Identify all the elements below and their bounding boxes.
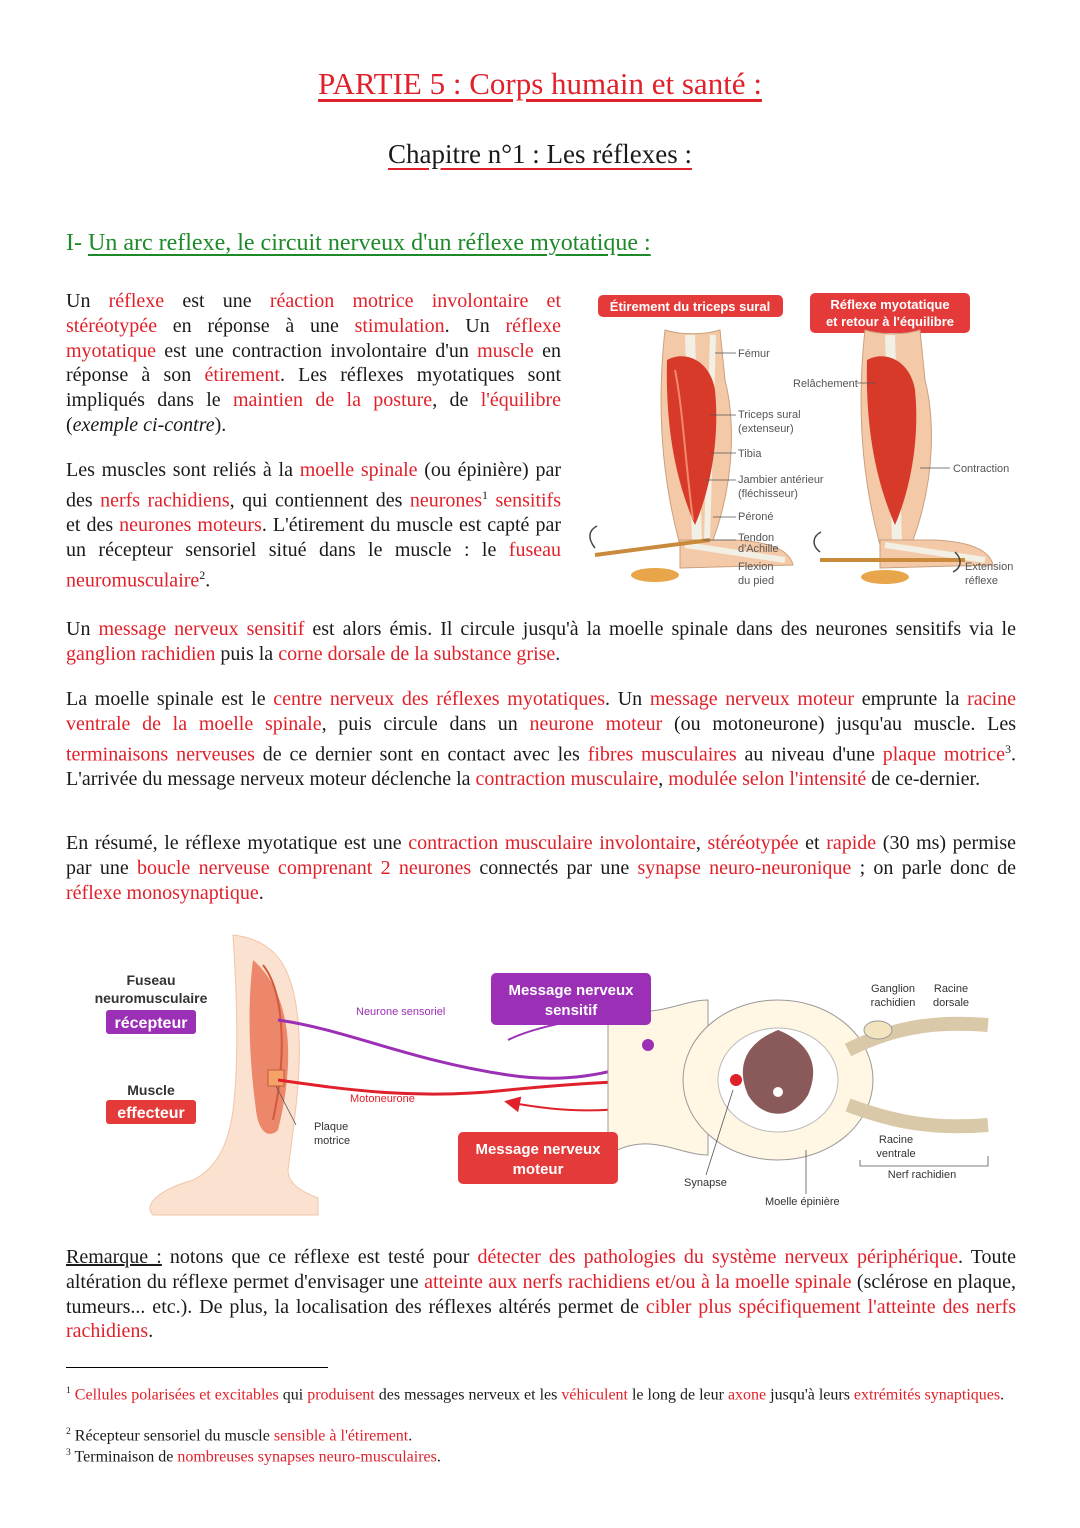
red-term: l'équilibre [480,389,561,412]
red-term: ganglion rachidien [66,642,216,665]
red-term: détecter des pathologies du système nerveux périphérique [477,1246,959,1268]
section-title: I- Un arc reflexe, le circuit nerveux d'un réflexe myotatique : [66,230,651,256]
svg-text:Tendon: Tendon [738,532,775,544]
svg-text:Message nerveux: Message nerveux [475,1141,601,1158]
svg-text:et retour à l'équilibre: et retour à l'équilibre [825,314,955,329]
red-term: rapide [826,832,877,854]
svg-text:Flexion: Flexion [738,561,774,573]
svg-text:Racine: Racine [933,983,969,995]
svg-text:Triceps sural: Triceps sural [738,409,801,421]
svg-text:neuromusculaire: neuromusculaire [94,990,208,1006]
red-term: réflexe [108,290,165,312]
paragraph-resume: En résumé, le réflexe myotatique est une contraction musculaire involontaire, stéréotypée et rapide (30 ms) permise par une boucle nerveuse comprenant 2 neurones connectés par une synapse neuro-neuronique ; on parle donc de réflexe monosynaptique. [66,832,1016,904]
red-term: réflexe myotatique [66,314,562,362]
red-term: atteinte aux nerfs rachidiens et/ou à la moelle spinale [424,1270,852,1293]
red-term: sensible à l'étirement [273,1427,409,1445]
svg-text:d'Achille: d'Achille [738,543,779,555]
svg-text:Neurone sensoriel: Neurone sensoriel [356,1006,446,1018]
paragraph-centre-nerveux: La moelle spinale est le centre nerveux des réflexes myotatiques. Un message nerveux moteur emprunte la racine ventrale de la moelle spinale, puis circule dans un neurone moteur (ou motoneurone) jusqu'au muscle. Les terminaisons nerveuses de ce dernier sont en contact avec les fibres musculaires au niveau d'une plaque motrice$^3$. L'arrivée du message nerveux moteur déclenche la contraction musculaire, modulée selon l'intensité de ce-dernier. [66,688,1016,791]
red-term: message nerveux sensitif [98,618,305,640]
red-term: message nerveux moteur [649,688,855,710]
footnote-2: $^2$ Récepteur sensoriel du muscle sensible à l'étirement. [66,1426,413,1445]
svg-text:Ganglion: Ganglion [870,983,916,995]
footnote-3: $^3$ Terminaison de nombreuses synapses neuro-musculaires. [66,1447,441,1466]
red-term: Cellules polarisées et excitables [74,1386,279,1404]
svg-text:Plaque: Plaque [314,1121,349,1133]
red-term: corne dorsale de la substance grise [278,642,556,665]
svg-text:réflexe: réflexe [965,575,999,587]
paragraph-remarque: Remarque : notons que ce réflexe est testé pour détecter des pathologies du système nerveux périphérique. Toute altération du réflexe permet d'envisager une atteinte aux nerfs rachidiens et/ou à la moelle spinale (sclérose en plaque, tumeurs... etc.). De plus, la localisation des réflexes altérés permet de cibler plus spécifiquement l'atteinte des nerfs rachidiens. [66,1246,1016,1343]
svg-text:Jambier antérieur: Jambier antérieur [738,474,824,486]
red-term: neurones moteurs [119,514,262,537]
svg-text:moteur: moteur [512,1161,564,1178]
svg-text:Synapse: Synapse [684,1177,727,1189]
red-term: maintien de la posture [233,389,433,412]
red-term: synapse neuro-neuronique [637,856,852,879]
svg-text:récepteur: récepteur [114,1015,188,1032]
red-term: moelle spinale [299,459,418,481]
footnote-1: $^1$ Cellules polarisées et excitables qui produisent des messages nerveux et les véhiculent le long de leur axone jusqu'à leurs extrémités synaptiques. [66,1385,1005,1404]
svg-text:motrice: motrice [314,1135,351,1147]
red-term: sensitifs [495,489,561,512]
svg-text:Nerf rachidien: Nerf rachidien [887,1169,957,1181]
red-term: étirement [204,364,280,387]
red-term: nerfs rachidiens [100,489,230,512]
svg-text:Fémur: Fémur [738,348,770,360]
chapter-title: Chapitre n°1 : Les réflexes : [388,139,692,169]
svg-text:Relâchement: Relâchement [793,378,858,390]
svg-text:Racine: Racine [878,1134,914,1146]
svg-text:Étirement du triceps sural: Étirement du triceps sural [609,299,771,314]
svg-text:du pied: du pied [738,575,775,587]
red-term: centre nerveux des réflexes myotatiques [273,688,606,710]
spinal-cord [608,1000,988,1160]
red-term: modulée selon l'intensité [668,768,867,791]
red-term: contraction musculaire [475,768,659,791]
red-term: stéréotypée [707,832,799,854]
leg-right [814,330,993,584]
red-term: fuseau neuromusculaire [66,539,561,592]
footnote-ref: 3 [66,1447,71,1458]
svg-text:ventrale: ventrale [876,1148,916,1160]
red-term: réflexe monosynaptique [66,881,259,904]
red-term: stimulation [354,314,445,337]
svg-text:Contraction: Contraction [953,463,1010,475]
red-term: cibler plus spécifiquement l'atteinte des nerfs rachidiens [66,1295,1016,1343]
red-term: neurones [409,489,483,512]
paragraph-nerfs-rachidiens: Les muscles sont reliés à la moelle spinale (ou épinière) par des nerfs rachidiens, qui contiennent des neurones$^1$ sensitifs et des neurones moteurs. L'étirement du muscle est capté par un récepteur sensoriel situé dans le muscle : le fuseau neuromusculaire$^2$. [66,459,561,592]
svg-text:Motoneurone: Motoneurone [350,1093,415,1105]
footnote-ref: 2 [66,1426,71,1437]
remarque-label: Remarque : [66,1246,162,1268]
svg-text:Muscle: Muscle [127,1082,175,1098]
red-term: produisent [307,1386,375,1404]
red-term: plaque motrice [882,743,1005,766]
paragraph-message-sensitif: Un message nerveux sensitif est alors émis. Il circule jusqu'à la moelle spinale dans des neurones sensitifs via le ganglion rachidien puis la corne dorsale de la substance grise. [66,618,1016,665]
paragraph-reflexe-definition: Un réflexe est une réaction motrice involontaire et stéréotypée en réponse à une stimulation. Un réflexe myotatique est une contraction involontaire d'un muscle en réponse à son étirement. Les réflexes myotatiques sont impliqués dans le maintien de la posture, de l'équilibre (exemple ci-contre). [66,290,562,436]
italic-term: exemple ci-contre [72,413,215,436]
svg-text:Tibia: Tibia [738,448,762,460]
footnote-ref: 3 [1004,741,1011,756]
page-title: PARTIE 5 : Corps humain et santé : [318,66,762,101]
red-term: contraction musculaire involontaire [408,832,696,854]
figure-leg-reflex [585,290,1025,595]
svg-text:Réflexe myotatique: Réflexe myotatique [830,297,950,312]
svg-text:sensitif: sensitif [544,1002,598,1019]
footnote-ref: 1 [66,1385,71,1396]
red-term: muscle [477,339,534,362]
red-term: réaction motrice involontaire et stéréotypée [66,290,561,337]
svg-text:(fléchisseur): (fléchisseur) [738,488,798,500]
red-term: véhiculent [561,1386,628,1404]
footnote-ref: 1 [482,487,489,502]
svg-text:Fuseau: Fuseau [126,972,176,988]
svg-text:Extension: Extension [965,561,1014,573]
svg-text:rachidien: rachidien [870,997,916,1009]
footnote-rule [66,1367,328,1368]
svg-text:Message nerveux: Message nerveux [508,982,634,999]
svg-text:Moelle épinière: Moelle épinière [765,1196,840,1208]
svg-text:Péroné: Péroné [738,511,774,523]
svg-text:(extenseur): (extenseur) [738,423,794,435]
red-term: neurone moteur [529,712,663,735]
red-term: axone [727,1386,767,1404]
red-term: racine ventrale de la moelle spinale [66,688,1016,735]
red-term: terminaisons nerveuses [66,743,255,766]
red-term: boucle nerveuse comprenant 2 neurones [136,856,472,879]
svg-text:dorsale: dorsale [932,997,970,1009]
red-term: nombreuses synapses neuro-musculaires [177,1448,437,1466]
footnote-ref: 2 [199,567,206,582]
red-term: fibres musculaires [587,743,737,766]
red-term: extrémités synaptiques [853,1386,1001,1404]
figure-reflex-arc [88,930,1018,1220]
svg-text:effecteur: effecteur [117,1105,185,1122]
